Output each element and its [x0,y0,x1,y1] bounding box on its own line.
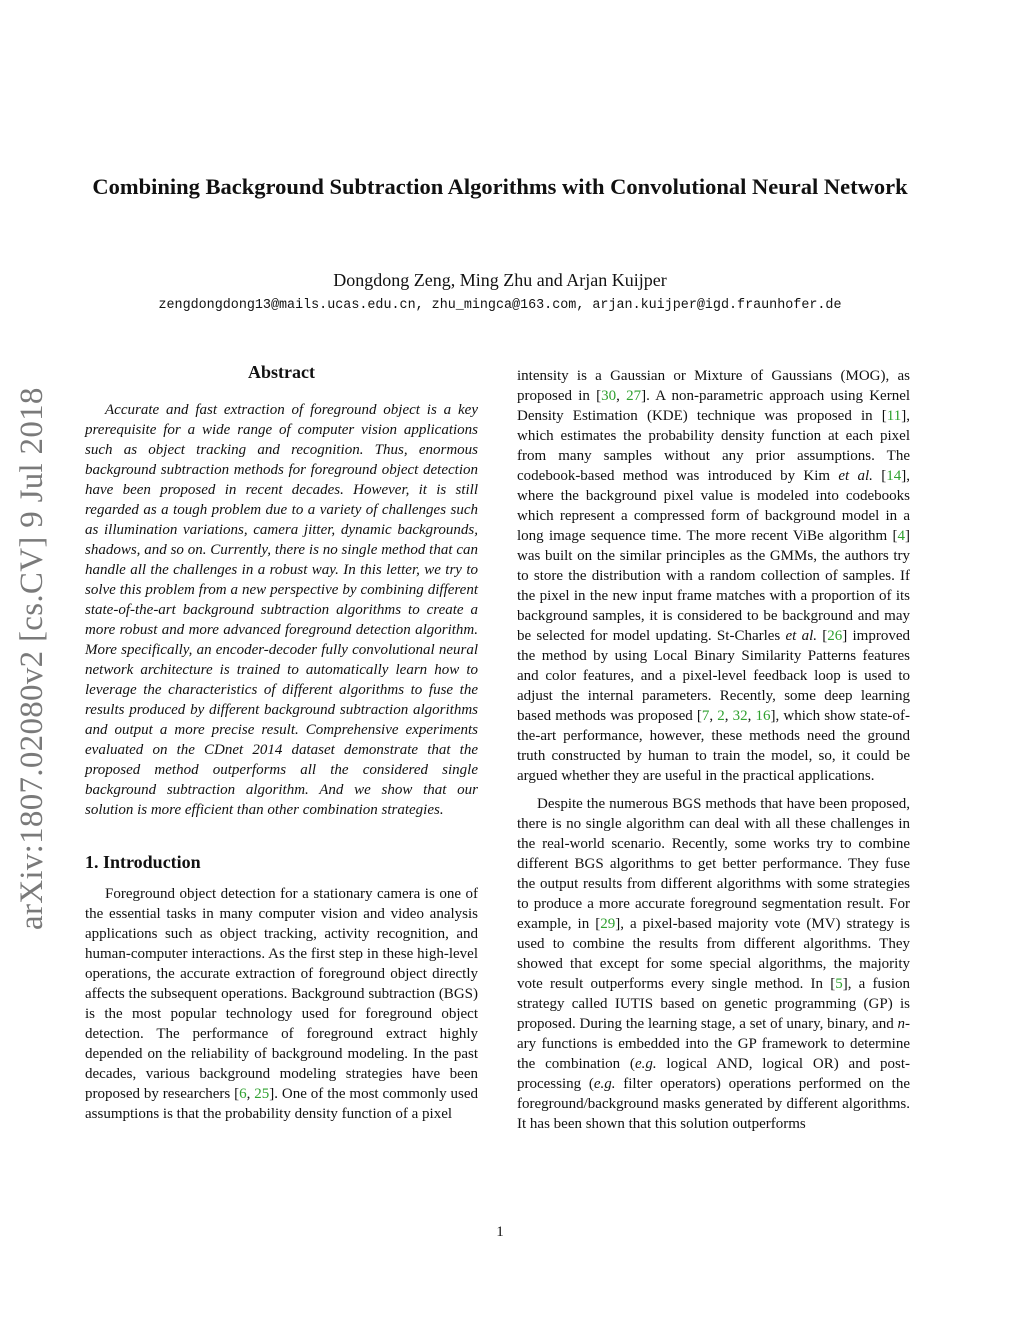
author-emails: zengdongdong13@mails.ucas.edu.cn, zhu_mingca@163.com, arjan.kuijper@igd.fraunhofer.de [158,298,842,313]
citation-link[interactable]: 29 [600,916,616,932]
citation-link[interactable]: 5 [835,976,843,992]
left-column [85,362,478,1124]
abstract-text: Accurate and fast extraction of foreground object is a key prerequisite for a wide range of computer vision applications such as object tracking and recognition. Thus, enormous background subtraction methods for foreground object detection have been proposed in recent decades. However, it is still regarded as a tough problem due to a variety of challenges such as illumination variations, camera jitter, dynamic backgrounds, shadows, and so on. Currently, there is no single method that can handle all the challenges in a robust way. In this letter, we try to solve this problem from a new perspective by combining different state-of-the-art background subtraction algorithms to create a more robust and more advanced foreground detection algorithm. More specifically, an encoder-decoder fully convolutional neural network architecture is trained to automatically learn how to leverage the characteristics of different algorithms to fuse the results produced by different background subtraction algorithms and output a more precise result. Comprehensive experiments evaluated on the CDnet 2014 dataset demonstrate that the proposed method outperforms all the considered single background subtraction algorithm. And we show that our solution is more efficient than other combination strategies. [85,402,478,818]
citation-link[interactable]: 26 [827,628,843,644]
citation-link[interactable]: 25 [254,1086,270,1102]
citation-link[interactable]: 11 [886,408,902,424]
right-column [517,366,910,1134]
citation-link[interactable]: 6 [239,1086,247,1102]
author-list: Dongdong Zeng, Ming Zhu and Arjan Kuijper [333,270,667,290]
citation-link[interactable]: 7 [701,708,710,724]
arxiv-identifier: arXiv:1807.02080v2 [cs.CV] 9 Jul 2018 [14,387,50,930]
citation-link[interactable]: 30 [601,388,617,404]
citation-link[interactable]: 32 [732,708,748,724]
citation-link[interactable]: 4 [897,528,905,544]
abstract-heading: Abstract [248,362,315,382]
body-paragraph: Despite the numerous BGS methods that have been proposed, there is no single algorithm can deal with all these challenges in the real-world scenario. Recently, some works try to combine different BGS algorithms to get better performance. They fuse the output results from different algorithms with some strategies to produce a more accurate foreground segmentation result. For example, in [29], a pixel-based majority vote (MV) strategy is used to combine the results from different algorithms. They showed that except for some special algorithms, the majority vote result outperforms every single method. In [5], a fusion strategy called IUTIS based on genetic programming (GP) is proposed. During the learning stage, a set of unary, binary, and n-ary functions is embedded into the GP framework to determine the combination (e.g. logical AND, logical OR) and post-processing (e.g. filter operators) operations performed on the foreground/background masks generated by different algorithms. It has been shown that this solution outperforms [517,796,911,1132]
body-paragraph: intensity is a Gaussian or Mixture of Gaussians (MOG), as proposed in [30, 27]. A non-parametric approach using Kernel Density Estimation (KDE) technique was proposed in [11], which estimates the probability density function at each pixel from many samples without any prior assumptions. The codebook-based method was introduced by Kim et al. [14], where the background pixel value is modeled into codebooks which represent a compressed form of background model in a long image sequence time. The more recent ViBe algorithm [4] was built on the similar principles as the GMMs, the authors try to store the distribution with a random collection of samples. If the pixel in the new input frame matches with a proportion of its background samples, it is considered to be background and may be selected for model updating. St-Charles et al. [26] improved the method by using Local Binary Similarity Patterns features and color features, and a pixel-level feedback loop is used to adjust the internal parameters. Recently, some deep learning based methods was proposed [7, 2, 32, 16], which show state-of-the-art performance, however, these methods need the ground truth constructed by human to train the model, so, it could be argued whether they are useful in the practical applications. [517,368,911,784]
intro-paragraph: Foreground object detection for a stationary camera is one of the essential tasks in many computer vision and video analysis applications such as object tracking, activity recognition, and human-computer interactions. As the first step in these high-level operations, the accurate extraction of foreground object directly affects the subsequent operations. Background subtraction (BGS) is the most popular technology used for foreground object detection. The performance of foreground extract highly depended on the reliability of background modeling. In the past decades, various background modeling strategies have been proposed by researchers [6, 25]. One of the most commonly used assumptions is that the probability density function of a pixel [85,886,479,1122]
citation-link[interactable]: 27 [626,388,642,404]
section-heading-introduction: 1. Introduction [85,852,201,872]
citation-link[interactable]: 2 [717,708,725,724]
paper-title: Combining Background Subtraction Algorithms with Convolutional Neural Network [92,174,908,199]
citation-link[interactable]: 14 [886,468,902,484]
page-number: 1 [496,1224,504,1240]
citation-link[interactable]: 16 [755,708,771,724]
